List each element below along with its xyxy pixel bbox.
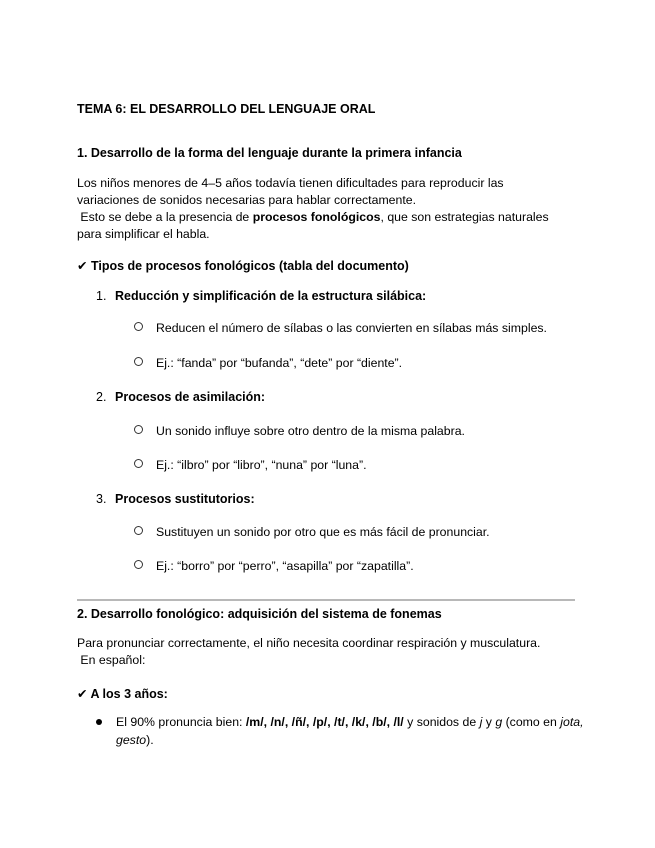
paragraph-line: para simplificar el habla. (77, 227, 210, 241)
item-label: Procesos de asimilación: (115, 390, 266, 404)
sub-item (134, 321, 547, 335)
text-span: En español: (80, 653, 146, 667)
text-span: (como en (502, 715, 561, 729)
horizontal-divider (77, 599, 575, 601)
circle-bullet-icon (134, 459, 143, 468)
document-title: TEMA 6: EL DESARROLLO DEL LENGUAJE ORAL (77, 102, 376, 116)
italic-examples: jota, gesto (116, 715, 584, 747)
age-heading (77, 686, 168, 701)
tipos-heading-text: Tipos de procesos fonológicos (tabla del documento) (90, 259, 409, 273)
circle-bullet-icon (134, 322, 143, 331)
bullet-dot-icon (96, 719, 102, 725)
section1-heading: 1. Desarrollo de la forma del lenguaje durante la primera infancia (77, 146, 462, 160)
tipos-heading (77, 258, 409, 273)
paragraph-line: variaciones de sonidos necesarias para hablar correctamente. (77, 193, 417, 207)
item-label: Procesos sustitutorios: (115, 492, 255, 506)
italic-letter: j (479, 715, 483, 729)
circle-bullet-icon (134, 560, 143, 569)
text-span: El 90% pronuncia bien: (116, 715, 246, 729)
sub-item-text: Reducen el número de sílabas o las convierten en sílabas más simples. (156, 321, 547, 335)
text-span: Esto se debe a la presencia de (80, 210, 253, 224)
circle-bullet-icon (134, 425, 143, 434)
sub-item (134, 424, 465, 438)
paragraph-line: Los niños menores de 4–5 años todavía tienen dificultades para reproducir las (77, 176, 504, 190)
circle-bullet-icon (134, 357, 143, 366)
sub-item-text: Un sonido influye sobre otro dentro de la misma palabra. (156, 424, 465, 438)
phoneme-list: /m/, /n/, /ñ/, /p/, /t/, /k/, /b/, /l/ (245, 715, 404, 729)
paragraph-line (77, 209, 597, 226)
item-number: 1. (96, 289, 107, 303)
text-span: , que son estrategias naturales (380, 210, 549, 224)
circle-bullet-icon (134, 526, 143, 535)
sub-item-text: Sustituyen un sonido por otro que es más fácil de pronunciar. (156, 525, 490, 539)
item-number: 3. (96, 492, 107, 506)
sub-item-text: Ej.: “borro” por “perro”, “asapilla” por “zapatilla”. (156, 559, 414, 573)
section2-paragraph (77, 635, 597, 669)
item-number: 2. (96, 390, 107, 404)
numbered-item-2 (96, 390, 265, 404)
text-span: ). (146, 733, 154, 747)
numbered-item-1 (96, 289, 426, 303)
age-heading-text: A los 3 años: (90, 687, 168, 701)
paragraph-line (77, 652, 597, 669)
section2-heading: 2. Desarrollo fonológico: adquisición del sistema de fonemas (77, 607, 442, 621)
list-item (96, 713, 586, 749)
check-icon: ✔ (77, 259, 88, 273)
text-span: y sonidos de (403, 715, 480, 729)
section1-paragraph (77, 175, 597, 243)
text-span: y (482, 715, 496, 729)
sub-item (134, 458, 366, 472)
italic-letter: g (495, 715, 503, 729)
paragraph-line: Para pronunciar correctamente, el niño necesita coordinar respiración y musculatura. (77, 636, 541, 650)
sub-item (134, 525, 490, 539)
check-icon: ✔ (77, 687, 88, 701)
sub-item-text: Ej.: “ilbro” por “libro”, “nuna” por “luna”. (156, 458, 367, 472)
item-label: Reducción y simplificación de la estructura silábica: (115, 289, 427, 303)
sub-item (134, 559, 414, 573)
sub-item-text: Ej.: “fanda” por “bufanda”, “dete” por “diente”. (156, 356, 403, 370)
sub-item (134, 356, 402, 370)
list-item-text (116, 713, 586, 749)
bold-term: procesos fonológicos (252, 210, 381, 224)
numbered-item-3 (96, 492, 255, 506)
